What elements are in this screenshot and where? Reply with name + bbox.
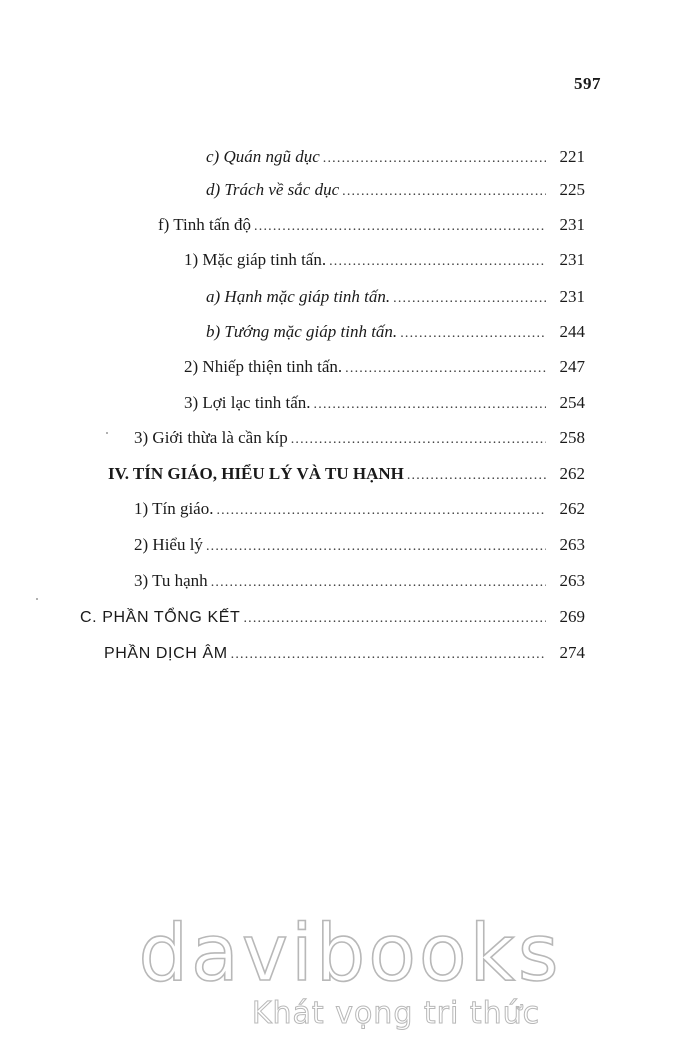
toc-entry-title: c) Quán ngũ dục bbox=[206, 147, 320, 166]
toc-entry-title: f) Tinh tấn độ bbox=[158, 215, 252, 234]
toc-entry-title: 2) Nhiếp thiện tinh tấn. bbox=[184, 357, 343, 376]
toc-leader-dots bbox=[254, 219, 546, 235]
toc-entry-title: a) Hạnh mặc giáp tinh tấn. bbox=[206, 287, 391, 306]
toc-entry-page: 221 bbox=[559, 147, 585, 166]
toc-entry-title: 3) Tu hạnh bbox=[134, 571, 208, 590]
toc-leader-dots bbox=[329, 254, 546, 270]
toc-entry bbox=[134, 535, 585, 557]
toc-section-heading bbox=[108, 464, 585, 486]
toc-entry-page: 262 bbox=[559, 464, 585, 483]
toc-leader-dots bbox=[323, 151, 546, 167]
toc-entry-page: 263 bbox=[559, 535, 585, 554]
toc-entry bbox=[184, 393, 585, 415]
watermark-slogan: Khát vọng tri thức bbox=[251, 996, 541, 1031]
toc-entry bbox=[134, 499, 585, 521]
toc-entry-page: 258 bbox=[559, 428, 585, 447]
toc-leader-dots bbox=[393, 291, 546, 307]
toc-leader-dots bbox=[206, 539, 546, 555]
toc-section-heading bbox=[80, 607, 585, 629]
toc-leader-dots bbox=[400, 326, 546, 342]
toc-entry bbox=[184, 250, 585, 272]
toc-section-heading bbox=[104, 643, 585, 665]
toc-entry-page: 244 bbox=[559, 322, 585, 341]
toc-entry bbox=[206, 287, 585, 309]
toc-entry-page: 231 bbox=[559, 215, 585, 234]
toc-entry-page: 274 bbox=[559, 643, 585, 662]
toc-entry-page: 263 bbox=[559, 571, 585, 590]
toc-entry-title: 3) Giới thừa là cần kíp bbox=[134, 428, 288, 447]
toc-entry-page: 262 bbox=[559, 499, 585, 518]
toc-entry-page: 231 bbox=[559, 287, 585, 306]
toc-leader-dots bbox=[407, 468, 546, 484]
toc-entry bbox=[206, 180, 585, 202]
toc-leader-dots bbox=[231, 647, 546, 663]
toc-entry bbox=[206, 322, 585, 344]
toc-entry-title: d) Trách về sắc dục bbox=[206, 180, 340, 199]
toc-entry bbox=[134, 571, 585, 593]
toc-entry-title: 1) Mặc giáp tinh tấn. bbox=[184, 250, 327, 269]
toc-leader-dots bbox=[342, 184, 546, 200]
watermark-brand: davibooks bbox=[138, 909, 562, 999]
watermark bbox=[0, 909, 700, 1031]
paper-speck bbox=[106, 432, 108, 434]
toc-entry-title: 1) Tín giáo. bbox=[134, 499, 214, 518]
toc-entry-page: 247 bbox=[559, 357, 585, 376]
toc-leader-dots bbox=[345, 361, 546, 377]
toc-entry-page: 269 bbox=[559, 607, 585, 626]
page-number: 597 bbox=[574, 74, 601, 93]
paper-speck bbox=[36, 598, 38, 600]
toc-entry-title: PHẦN DỊCH ÂM bbox=[104, 645, 228, 662]
toc-entry-title: b) Tướng mặc giáp tinh tấn. bbox=[206, 322, 398, 341]
toc-entry-page: 225 bbox=[559, 180, 585, 199]
toc-leader-dots bbox=[211, 575, 546, 591]
toc-entry-title: 3) Lợi lạc tinh tấn. bbox=[184, 393, 311, 412]
toc-entry-title: 2) Hiểu lý bbox=[134, 535, 203, 554]
toc-entry bbox=[158, 215, 585, 237]
toc-entry-page: 231 bbox=[559, 250, 585, 269]
toc-entry-title: IV. TÍN GIÁO, HIỂU LÝ VÀ TU HẠNH bbox=[108, 464, 404, 483]
toc-leader-dots bbox=[243, 611, 546, 627]
toc-leader-dots bbox=[314, 397, 546, 413]
toc-entry bbox=[206, 147, 585, 169]
toc-leader-dots bbox=[291, 432, 546, 448]
toc-entry bbox=[184, 357, 585, 379]
toc-entry bbox=[134, 428, 585, 450]
toc-leader-dots bbox=[216, 503, 546, 519]
toc-entry-page: 254 bbox=[559, 393, 585, 412]
toc-entry-title: C. PHẦN TỔNG KẾT bbox=[80, 609, 241, 626]
